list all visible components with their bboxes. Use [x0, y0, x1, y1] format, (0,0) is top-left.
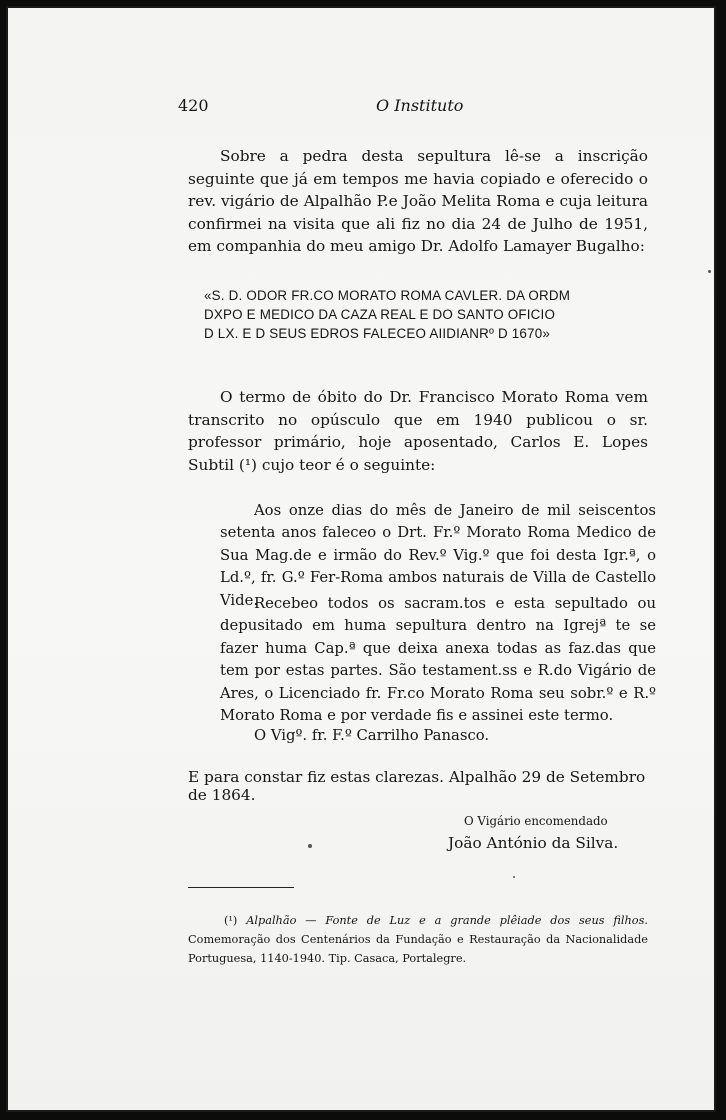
tomb-inscription: [204, 286, 648, 343]
book-page: [6, 6, 716, 1112]
signature-name: João António da Silva.: [448, 834, 619, 852]
page-header: [178, 96, 598, 120]
inscription-line-1: «S. D. ODOR FR.CO MORATO ROMA CAVLER. DA ORDM: [204, 288, 571, 303]
running-title: O Instituto: [376, 96, 464, 115]
paper-speck: [708, 270, 711, 273]
death-record-intro: O termo de óbito do Dr. Francisco Morato Roma vem transcrito no opúsculo que em 1940 publicou o sr. professor primário, hoje aposentado, Carlos E. Lopes Subtil (¹) cujo teor é o seguinte:: [188, 388, 648, 474]
footnote-divider: [188, 887, 294, 888]
quoted-record-paragraph-1: Aos onze dias do mês de Janeiro de mil seiscentos setenta anos faleceo o Drt. Fr.º Morato Roma Medico de Sua Mag.de e irmão do Rev.º Vig.º que foi desta Igr.ª, o Ld.º, fr. G.º Fer-Roma ambos naturais de Villa de Castello Vide.: [220, 502, 656, 609]
quoted-record-paragraph-2: Recebeo todos os sacram.tos e esta sepultado ou depusitado em huma sepultura dentro na Igrejª te se fazer huma Cap.ª que deixa anexa todas as faz.das que tem por estas partes. São testament.ss e R.do Vigário de Ares, o Licenciado fr. Fr.co Morato Roma seu sobr.º e R.º Morato Roma e por verdade fis e assinei este termo.: [220, 595, 656, 725]
footnote-text: Comemoração dos Centenários da Fundação e Restauração da Nacionalidade Portuguesa, 1140-1940. Tip. Casaca, Portalegre.: [188, 933, 648, 965]
footnote: [188, 911, 648, 968]
paper-speck: [308, 844, 312, 848]
closing-statement: E para constar fiz estas clarezas. Alpalhão 29 de Setembro de 1864.: [188, 768, 646, 804]
inscription-line-2: DXPO E MEDICO DA CAZA REAL E DO SANTO OFICIO: [204, 307, 556, 322]
signature-title: O Vigário encomendado: [464, 814, 608, 828]
quoted-record-signoff: O Vigº. fr. F.º Carrilho Panasco.: [254, 727, 490, 744]
footnote-title: Alpalhão — Fonte de Luz e a grande plêiade dos seus filhos.: [246, 914, 649, 927]
inscription-line-3: D LX. E D SEUS EDROS FALECEO AIIDIANRº D 1670»: [204, 326, 550, 341]
footnote-marker: (¹): [224, 914, 238, 927]
intro-paragraph: Sobre a pedra desta sepultura lê-se a inscrição seguinte que já em tempos me havia copiado e oferecido o rev. vigário de Alpalhão P.e João Melita Roma e cuja leitura confirmei na visita que ali fiz no dia 24 de Julho de 1951, em companhia do meu amigo Dr. Adolfo Lamayer Bugalho:: [188, 147, 648, 256]
page-number: 420: [178, 96, 209, 115]
paper-speck: [513, 876, 515, 878]
